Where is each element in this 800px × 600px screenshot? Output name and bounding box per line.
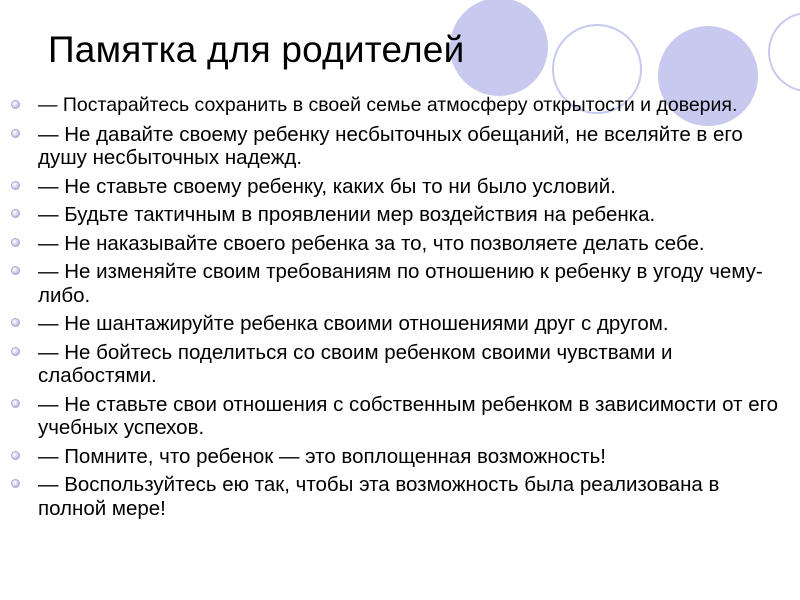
list-item	[0, 445, 800, 469]
bullet-icon	[11, 238, 20, 247]
list-item	[0, 473, 800, 520]
bullet-list	[0, 94, 800, 525]
list-item	[0, 312, 800, 336]
bullet-text: — Не изменяйте своим требованиям по отношению к ребенку в угоду чему-либо.	[38, 260, 763, 307]
slide-title: Памятка для родителей	[48, 29, 465, 70]
bullet-icon	[11, 209, 20, 218]
list-item	[0, 203, 800, 227]
bullet-text: — Не ставьте своему ребенку, каких бы то ни было условий.	[38, 174, 616, 198]
bullet-text: — Не ставьте свои отношения с собственным ребенком в зависимости от его учебных успехов.	[38, 392, 779, 439]
bullet-text: — Постарайтесь сохранить в своей семье атмосферу открытости и доверия.	[38, 94, 738, 116]
bullet-icon	[11, 181, 20, 190]
bullet-text: — Не шантажируйте ребенка своими отношениями друг с другом.	[38, 312, 669, 335]
decorative-filled-circle	[450, 0, 548, 96]
bullet-icon	[11, 100, 20, 109]
bullet-text: — Не бойтесь поделиться со своим ребенком своими чувствами и слабостями.	[38, 340, 673, 387]
bullet-icon	[11, 347, 20, 356]
bullet-icon	[11, 399, 20, 408]
bullet-text: — Помните, что ребенок — это воплощенная возможность!	[38, 444, 606, 468]
list-item	[0, 123, 800, 170]
bullet-icon	[11, 451, 20, 460]
list-item	[0, 393, 800, 440]
list-item	[0, 232, 800, 256]
bullet-text: — Воспользуйтесь ею так, чтобы эта возможность была реализована в полной мере!	[38, 473, 720, 520]
decorative-outline-circle	[768, 12, 800, 92]
bullet-icon	[11, 129, 20, 138]
list-item	[0, 94, 800, 118]
list-item	[0, 341, 800, 388]
list-item	[0, 260, 800, 307]
bullet-text: — Не наказывайте своего ребенка за то, что позволяете делать себе.	[38, 231, 705, 255]
bullet-icon	[11, 479, 20, 488]
bullet-icon	[11, 266, 20, 275]
list-item	[0, 175, 800, 199]
bullet-icon	[11, 318, 20, 327]
bullet-text: — Не давайте своему ребенку несбыточных обещаний, не вселяйте в его душу несбыточных надежд.	[38, 122, 743, 169]
bullet-text: — Будьте тактичным в проявлении мер воздействия на ребенка.	[38, 203, 656, 226]
